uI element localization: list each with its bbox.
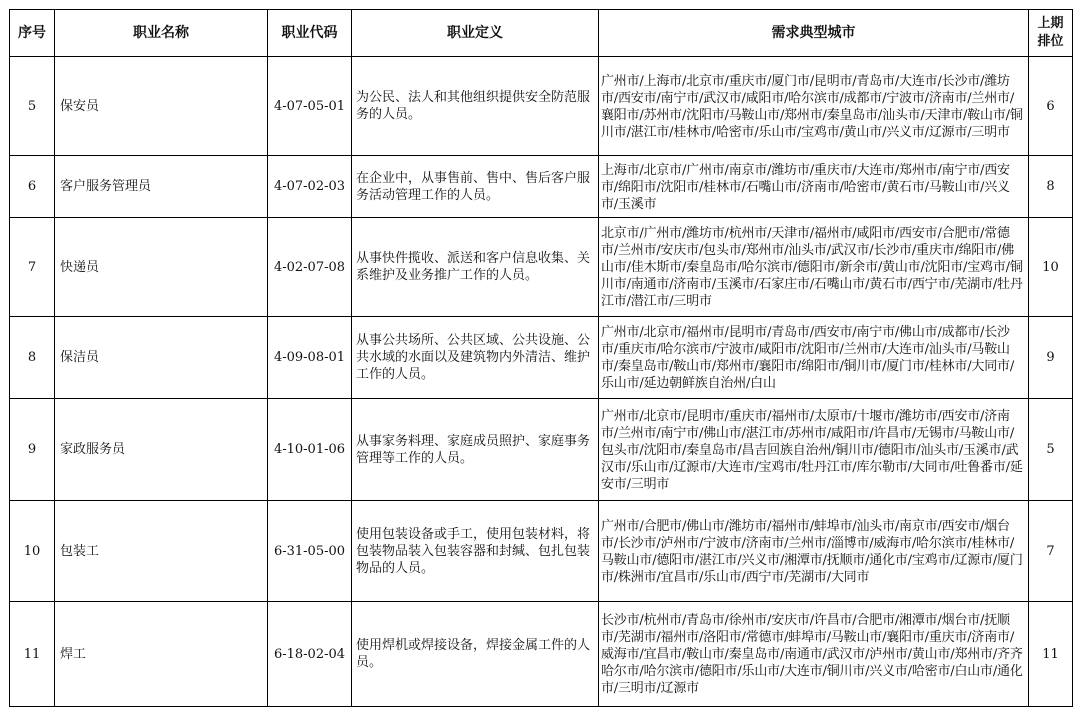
table-row	[10, 317, 1073, 399]
cell-code: 6-18-02-04	[268, 602, 352, 707]
cell-code: 4-10-01-06	[268, 399, 352, 501]
cell-definition: 从事家务料理、家庭成员照护、家庭事务管理等工作的人员。	[352, 399, 599, 501]
cell-name: 快递员	[55, 218, 268, 317]
cell-code: 6-31-05-00	[268, 501, 352, 602]
cell-code: 4-02-07-08	[268, 218, 352, 317]
cell-cities: 上海市/北京市/广州市/南京市/潍坊市/重庆市/大连市/郑州市/南宁市/西安市/绵阳市/沈阳市/桂林市/石嘴山市/济南市/哈密市/黄石市/马鞍山市/兴义市/玉溪市	[599, 156, 1029, 218]
cell-code: 4-09-08-01	[268, 317, 352, 399]
cell-cities: 广州市/上海市/北京市/重庆市/厦门市/昆明市/青岛市/大连市/长沙市/潍坊市/西安市/南宁市/武汉市/咸阳市/哈尔滨市/成都市/宁波市/济南市/兰州市/襄阳市/苏州市/沈阳市/马鞍山市/郑州市/秦皇岛市/汕头市/天津市/鞍山市/铜川市/湛江市/桂林市/哈密市/乐山市/宝鸡市/黄山市/兴义市/辽源市/三明市	[599, 57, 1029, 156]
header-cities: 需求典型城市	[599, 10, 1029, 57]
cell-seq: 7	[10, 218, 55, 317]
cell-definition: 在企业中，从事售前、售中、售后客户服务活动管理工作的人员。	[352, 156, 599, 218]
table-header-row	[10, 10, 1073, 57]
cell-last-rank: 8	[1029, 156, 1073, 218]
cell-name: 保洁员	[55, 317, 268, 399]
cell-seq: 9	[10, 399, 55, 501]
cell-last-rank: 7	[1029, 501, 1073, 602]
header-last-rank	[1029, 10, 1073, 57]
cell-definition: 为公民、法人和其他组织提供安全防范服务的人员。	[352, 57, 599, 156]
header-rank-line2: 排位	[1037, 34, 1064, 49]
cell-definition: 从事公共场所、公共区域、公共设施、公共水域的水面以及建筑物内外清洁、维护工作的人员。	[352, 317, 599, 399]
cell-cities: 长沙市/杭州市/青岛市/徐州市/安庆市/许昌市/合肥市/湘潭市/烟台市/抚顺市/芜湖市/福州市/洛阳市/常德市/蚌埠市/马鞍山市/襄阳市/重庆市/济南市/威海市/宜昌市/鞍山市/秦皇岛市/南通市/武汉市/泸州市/黄山市/郑州市/齐齐哈尔市/哈尔滨市/德阳市/乐山市/大连市/铜川市/兴义市/哈密市/白山市/通化市/三明市/辽源市	[599, 602, 1029, 707]
cell-seq: 10	[10, 501, 55, 602]
cell-cities: 广州市/北京市/福州市/昆明市/青岛市/西安市/南宁市/佛山市/成都市/长沙市/重庆市/哈尔滨市/宁波市/咸阳市/沈阳市/兰州市/大连市/汕头市/马鞍山市/秦皇岛市/鞍山市/郑州市/襄阳市/绵阳市/铜川市/厦门市/桂林市/大同市/乐山市/延边朝鲜族自治州/白山	[599, 317, 1029, 399]
header-name: 职业名称	[55, 10, 268, 57]
cell-name: 客户服务管理员	[55, 156, 268, 218]
cell-definition: 使用焊机或焊接设备，焊接金属工件的人员。	[352, 602, 599, 707]
cell-definition: 使用包装设备或手工，使用包装材料，将包装物品装入包装容器和封缄、包扎包装物品的人员。	[352, 501, 599, 602]
header-seq: 序号	[10, 10, 55, 57]
cell-last-rank: 9	[1029, 317, 1073, 399]
cell-cities: 广州市/北京市/昆明市/重庆市/福州市/太原市/十堰市/潍坊市/西安市/济南市/兰州市/南宁市/佛山市/湛江市/苏州市/咸阳市/许昌市/无锡市/马鞍山市/包头市/沈阳市/秦皇岛市/昌吉回族自治州/铜川市/德阳市/汕头市/玉溪市/武汉市/乐山市/辽源市/大连市/宝鸡市/牡丹江市/库尔勒市/大同市/吐鲁番市/延安市/三明市	[599, 399, 1029, 501]
table-row	[10, 399, 1073, 501]
cell-last-rank: 10	[1029, 218, 1073, 317]
cell-name: 家政服务员	[55, 399, 268, 501]
header-definition: 职业定义	[352, 10, 599, 57]
table-row	[10, 57, 1073, 156]
cell-cities: 广州市/合肥市/佛山市/潍坊市/福州市/蚌埠市/汕头市/南京市/西安市/烟台市/长沙市/泸州市/宁波市/济南市/兰州市/淄博市/威海市/哈尔滨市/桂林市/马鞍山市/德阳市/湛江市/兴义市/湘潭市/抚顺市/通化市/宝鸡市/辽源市/厦门市/株洲市/宜昌市/乐山市/西宁市/芜湖市/大同市	[599, 501, 1029, 602]
cell-seq: 11	[10, 602, 55, 707]
cell-last-rank: 11	[1029, 602, 1073, 707]
cell-code: 4-07-05-01	[268, 57, 352, 156]
header-rank-line1: 上期	[1037, 16, 1064, 31]
occupation-demand-table	[9, 9, 1073, 707]
cell-definition: 从事快件揽收、派送和客户信息收集、关系维护及业务推广工作的人员。	[352, 218, 599, 317]
header-code: 职业代码	[268, 10, 352, 57]
table-row	[10, 602, 1073, 707]
table-row	[10, 156, 1073, 218]
cell-name: 保安员	[55, 57, 268, 156]
cell-cities: 北京市/广州市/潍坊市/杭州市/天津市/福州市/咸阳市/西安市/合肥市/常德市/兰州市/安庆市/包头市/郑州市/汕头市/武汉市/长沙市/重庆市/绵阳市/佛山市/佳木斯市/秦皇岛市/哈尔滨市/德阳市/新余市/黄山市/沈阳市/宝鸡市/铜川市/南通市/济南市/玉溪市/石家庄市/石嘴山市/黄石市/西宁市/芜湖市/牡丹江市/潜江市/三明市	[599, 218, 1029, 317]
cell-code: 4-07-02-03	[268, 156, 352, 218]
table-row	[10, 218, 1073, 317]
cell-name: 焊工	[55, 602, 268, 707]
cell-seq: 6	[10, 156, 55, 218]
cell-last-rank: 6	[1029, 57, 1073, 156]
cell-seq: 5	[10, 57, 55, 156]
table-row	[10, 501, 1073, 602]
cell-name: 包装工	[55, 501, 268, 602]
cell-seq: 8	[10, 317, 55, 399]
cell-last-rank: 5	[1029, 399, 1073, 501]
